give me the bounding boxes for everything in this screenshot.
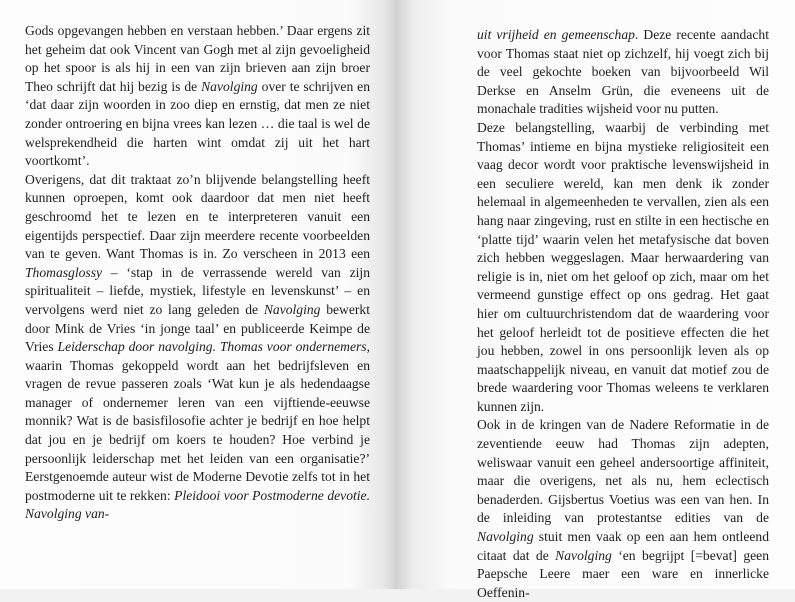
text-run: stuit men vaak op een aan hem ontleend citaat dat de — [477, 529, 769, 563]
left-page — [0, 0, 397, 589]
italic-text-run: uit vrijheid en gemeenschap — [477, 27, 635, 42]
paragraph — [25, 22, 370, 171]
right-page-text — [477, 26, 769, 602]
text-run: bewerkt door Mink de Vries ‘in jonge taal’ en publiceerde Keimpe de Vries — [25, 301, 371, 355]
text-run: ‘en begrijpt [=bevat] geen Paepsche Leere maer een ware en innerlicke Oeffenin- — [477, 547, 769, 600]
text-run: Deze belangstelling, waarbij de verbinding met Thomas’ intieme en bijna mystieke religiositeit een vaag decor wordt voor praktische levenswijsheid in een seculiere wereld, kan men denk ik zonder helemaal in algemeenheden te vervallen, zien als een hang naar zingeving, rust en stilte in een hectische en ‘platte tijd’ waarin velen het metafysische dat boven zich hebben weggeslagen. Maar herwaardering van religie is in, niet om het geloof op zich, maar om het vermeend gunstige effect op ons gedrag. Het gaat hier om cultuurchristendom dat de waardering voor het geloof herleidt tot de positieve effecten die het jou hebben, zowel in ons persoonlijk leven als op maatschappelijk niveau, en vanuit dat motief zou de brede waardering voor Thomas weleens te verklaren kunnen zijn. — [477, 119, 769, 414]
text-run: Ook in de kringen van de Nadere Reformatie in de zeventiende eeuw had Thomas zijn adepten, weliswaar vanuit een geheel andersoortige affiniteit, maar die overigens, net als nu, hem eclectisch benaderden. Gijsbertus Voetius was een van hen. In de inleiding van protestantse edities van de — [477, 417, 769, 526]
text-run: – ‘stap in de verrassende wereld van zijn spiritualiteit – liefde, mystiek, lifestyle en levenskunst’ – en vervolgens werd niet zo lang geleden de — [25, 264, 370, 317]
italic-text-run: Leiderschap door navolging. Thomas voor ondernemers — [57, 339, 367, 355]
italic-text-run: Navolging — [555, 547, 612, 563]
italic-text-run: Thomasglossy — [25, 264, 103, 280]
left-page-text — [25, 22, 370, 524]
right-page — [397, 0, 795, 600]
italic-text-run: Navolging — [263, 301, 321, 317]
paragraph — [477, 119, 769, 417]
text-run: , waarin Thomas gekoppeld wordt aan het bedrijfsleven en vragen de revue passeren zoals ‘Wat kun je als hedendaagse manager of ondernemer leren van een vijftiende-eeuwse monnik? Wat is de basisfilosofie achter je bedrijf en hoe helpt dat jou en je bedrijf om koers te houden? Hoe verbind je persoonlijk leiderschap met het leiden van een organisatie?’ Eerstgenoemde auteur wist de Moderne Devotie zelfs tot in het postmoderne uit te rekken: — [25, 339, 370, 503]
italic-text-run: Navolging — [477, 529, 534, 545]
text-run: . Deze recente aandacht voor Thomas staat niet op zichzelf, hij voegt zich bij de veel gekochte boeken van bijvoorbeeld Wil Derkse en Anselm Grün, die eveneens uit de monachale tradities wijsheid voor nu putten. — [477, 27, 769, 117]
text-run: over te schrijven en ‘dat daar zijn woorden in zoo diep en ernstig, dat men ze niet zonder ontroering en bijna vrees kan lezen … die taal is wel de welsprekendheid die harten wint omdat zij uit het hart voortkomt’. — [25, 78, 370, 169]
paragraph — [25, 171, 370, 524]
italic-text-run: Pleidooi voor Postmoderne devotie. Navolging van- — [25, 487, 370, 522]
italic-text-run: Navolging — [201, 78, 258, 94]
text-run: Gods opgevangen hebben en verstaan hebben.’ Daar ergens zit het geheim dat ook Vincent van Gogh met al zijn gevoeligheid op het spoor is als hij in een van zijn brieven aan zijn broer Theo schrijft dat hij bezig is de — [25, 23, 370, 94]
paragraph — [477, 416, 769, 602]
paragraph — [477, 26, 769, 119]
text-run: Overigens, dat dit traktaat zo’n blijvende belangstelling heeft kunnen oproepen, komt ook daardoor dat men niet heeft geschroomd het te lezen en te interpreteren vanuit een eigentijds perspectief. Daar zijn meerdere recente voorbeelden van te geven. Want Thomas is in. Zo verscheen in 2013 een — [25, 171, 370, 262]
